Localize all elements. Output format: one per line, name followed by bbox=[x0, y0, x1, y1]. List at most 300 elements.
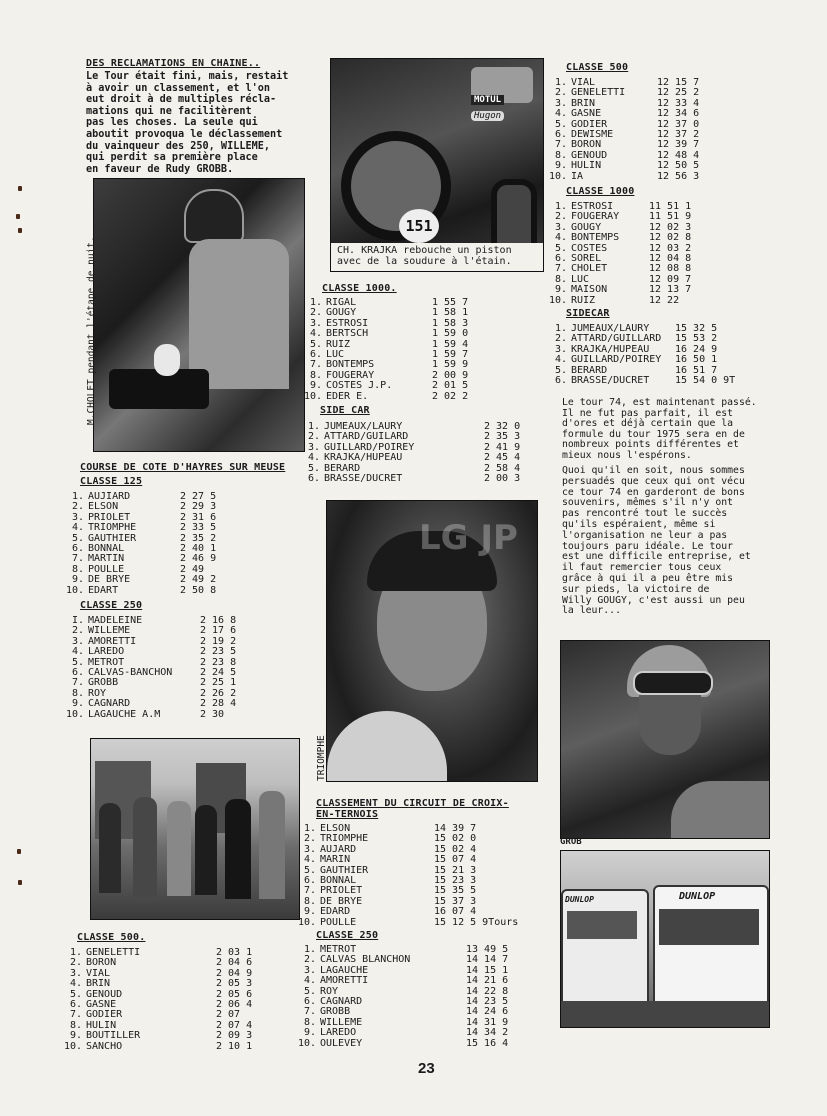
rider-name: BERARD bbox=[324, 462, 361, 474]
rider-name: BONTEMPS bbox=[571, 232, 620, 244]
road-shape bbox=[561, 1001, 769, 1027]
result-time: 2 07 4 bbox=[216, 1019, 253, 1031]
classe500-right-list bbox=[545, 78, 699, 182]
rank-number: 2. bbox=[309, 307, 322, 319]
rank-number: 8. bbox=[69, 1019, 82, 1031]
rank-number: 5. bbox=[71, 532, 84, 544]
result-time: 2 40 1 bbox=[180, 543, 217, 555]
rider-name: DE BRYE bbox=[88, 574, 131, 586]
result-time: 14 23 5 bbox=[466, 996, 509, 1008]
rank-number: 10. bbox=[303, 390, 322, 402]
rider-name: CALVAS BLANCHON bbox=[320, 954, 411, 966]
result-time: 13 49 5 bbox=[466, 944, 509, 955]
punch-mark bbox=[18, 880, 22, 885]
rank-number: 6. bbox=[554, 375, 567, 387]
rank-number: 4. bbox=[554, 354, 567, 366]
text-line: pas rencontré tout le succès bbox=[562, 508, 728, 520]
result-time: 15 02 4 bbox=[434, 843, 477, 855]
rank-number: 7. bbox=[303, 1006, 316, 1018]
rank-number: 4. bbox=[69, 978, 82, 990]
rider-name: BORON bbox=[86, 957, 117, 969]
closing-paragraph-2 bbox=[562, 466, 790, 617]
classe1000-mid-title: CLASSE 1000. bbox=[322, 283, 397, 294]
watermark-logo: LG JP bbox=[419, 518, 518, 558]
text-line: qui perdit sa première place bbox=[86, 152, 258, 164]
result-time: 2 09 3 bbox=[216, 1030, 253, 1042]
person-shape bbox=[167, 801, 191, 896]
rank-number: 2. bbox=[69, 957, 82, 969]
result-time: 2 49 bbox=[180, 563, 205, 575]
windshield-shape bbox=[659, 909, 759, 945]
rider-name: GAUTHIER bbox=[88, 532, 137, 544]
rider-name: GENOUD bbox=[86, 988, 123, 1000]
text-line: Le Tour était fini, mais, restait bbox=[86, 71, 289, 82]
rank-number: 1. bbox=[69, 947, 82, 958]
rank-number: 3. bbox=[69, 967, 82, 979]
rider-name: CAGNARD bbox=[320, 996, 363, 1008]
rider-name: JUMEAUX/LAURY bbox=[571, 323, 650, 334]
rider-name: ATTARD/GUILARD bbox=[324, 431, 409, 443]
result-time: 12 33 4 bbox=[657, 97, 700, 109]
result-time: 12 37 2 bbox=[657, 129, 700, 141]
rider-name: BONNAL bbox=[88, 543, 125, 555]
rider-name: CALVAS-BANCHON bbox=[88, 667, 173, 679]
rank-number: 6. bbox=[554, 129, 567, 141]
result-time: 15 16 4 bbox=[466, 1037, 509, 1049]
rank-number: 5. bbox=[71, 656, 84, 668]
text-line: est une difficile entreprise, et bbox=[562, 551, 751, 563]
punch-mark bbox=[17, 849, 21, 854]
result-time: 2 33 5 bbox=[180, 522, 217, 534]
rank-number: 1. bbox=[554, 77, 567, 88]
rank-number: 7. bbox=[69, 1009, 82, 1021]
photo-krajka bbox=[330, 58, 544, 272]
rank-number: 6. bbox=[303, 875, 316, 887]
text-line: ce tour 74 en garderont de bons bbox=[562, 486, 745, 498]
hayres-classe125-title: CLASSE 125 bbox=[80, 476, 143, 487]
text-line: grâce à qui il a peu être mis bbox=[562, 572, 734, 584]
text-line: d'ores et déjà certain que la bbox=[562, 418, 734, 430]
rider-name: BRASSE/DUCRET bbox=[571, 375, 650, 387]
rank-number: 6. bbox=[307, 473, 320, 485]
photo-group bbox=[90, 738, 300, 920]
text-line: qu'ils espéraient, même si bbox=[562, 518, 716, 530]
punch-mark bbox=[18, 228, 22, 233]
result-time: 15 23 3 bbox=[434, 875, 477, 887]
croix-title-line: CLASSEMENT DU CIRCUIT DE CROIX- bbox=[316, 798, 509, 809]
rider-name: AUJARD bbox=[320, 843, 357, 855]
person-shape bbox=[259, 791, 285, 899]
rank-number: 3. bbox=[554, 343, 567, 355]
triomphe-caption: TRIOMPHE bbox=[316, 735, 327, 781]
rider-name: LAGAUCHE bbox=[320, 964, 369, 976]
rider-name: BONTEMPS bbox=[326, 359, 375, 371]
result-time: 1 55 7 bbox=[432, 297, 469, 308]
rider-name: GODIER bbox=[86, 1009, 123, 1021]
rider-name: BRIN bbox=[86, 978, 111, 990]
ranking-row bbox=[294, 918, 518, 928]
ranking-row bbox=[300, 392, 468, 402]
rider-name: LAREDO bbox=[320, 1027, 357, 1039]
rank-number: 6. bbox=[69, 999, 82, 1011]
rank-number: 6. bbox=[71, 543, 84, 555]
rank-number: 4. bbox=[71, 646, 84, 658]
rider-name: MARTIN bbox=[88, 553, 125, 565]
ranking-row bbox=[294, 1039, 508, 1049]
result-time: 1 59 9 bbox=[432, 359, 469, 371]
ranking-row bbox=[62, 586, 216, 596]
rider-name: METROT bbox=[320, 944, 357, 955]
result-time: 15 37 3 bbox=[434, 895, 477, 907]
rank-number: 1. bbox=[554, 323, 567, 334]
rider-name: GUILLARD/POIREY bbox=[571, 354, 662, 366]
rank-number: 6. bbox=[554, 253, 567, 265]
result-time: 1 58 1 bbox=[432, 307, 469, 319]
text-line: pas les choses. La seule qui bbox=[86, 117, 258, 129]
punch-mark bbox=[16, 214, 20, 219]
result-time: 15 54 0 9T bbox=[675, 375, 736, 387]
rider-name: RUIZ bbox=[571, 294, 596, 306]
rider-name: VIAL bbox=[86, 967, 111, 979]
result-time: 2 00 9 bbox=[432, 369, 469, 381]
result-time: 2 26 2 bbox=[200, 687, 237, 699]
rider-name: POULLE bbox=[88, 563, 125, 575]
helmet-shape bbox=[184, 189, 244, 243]
result-time: 12 09 7 bbox=[649, 273, 692, 285]
photo-triomphe bbox=[326, 500, 538, 782]
rank-number: 8. bbox=[309, 369, 322, 381]
result-time: 14 39 7 bbox=[434, 823, 477, 834]
rider-name: BRIN bbox=[571, 97, 596, 109]
sidecar-right-title: SIDECAR bbox=[566, 308, 610, 319]
rider-name: ROY bbox=[320, 985, 339, 997]
rider-name: GASNE bbox=[571, 108, 602, 120]
result-time: 1 59 0 bbox=[432, 328, 469, 340]
sidecar-right-list bbox=[545, 324, 735, 386]
hayres-classe250-title: CLASSE 250 bbox=[80, 600, 143, 611]
ranking-row bbox=[545, 296, 691, 306]
result-time: 12 25 2 bbox=[657, 87, 700, 99]
result-time: 15 53 2 bbox=[675, 333, 718, 345]
reclamations-text bbox=[86, 71, 301, 175]
result-time: 12 22 bbox=[649, 294, 680, 306]
text-line: Quoi qu'il en soit, nous sommes bbox=[562, 465, 745, 476]
classe500-left-list bbox=[60, 948, 252, 1052]
race-number: 151 bbox=[399, 209, 439, 243]
sidecar-mid-list bbox=[298, 422, 520, 484]
rider-name: POULLE bbox=[320, 916, 357, 928]
rank-number: 6. bbox=[309, 349, 322, 361]
rider-name: GOUGY bbox=[571, 221, 602, 233]
ranking-row bbox=[545, 172, 699, 182]
result-time: 2 45 4 bbox=[484, 452, 521, 464]
van-label: DUNLOP bbox=[565, 895, 594, 904]
result-time: 14 34 2 bbox=[466, 1027, 509, 1039]
rider-name: GROBB bbox=[320, 1006, 351, 1018]
croix-classe250-list bbox=[294, 945, 508, 1049]
rider-name: ELSON bbox=[88, 501, 119, 513]
windscreen-shape bbox=[671, 781, 769, 838]
text-line: formule du tour 1975 sera en de bbox=[562, 428, 745, 440]
rank-number: 2. bbox=[554, 333, 567, 345]
rank-number: 7. bbox=[71, 553, 84, 565]
result-time: 12 02 3 bbox=[649, 221, 692, 233]
result-time: 2 02 2 bbox=[432, 390, 469, 402]
result-time: 1 59 7 bbox=[432, 349, 469, 361]
text-line: souvenirs, mêmes s'il n'y ont bbox=[562, 497, 734, 509]
result-time: 2 06 4 bbox=[216, 999, 253, 1011]
rank-number: 1. bbox=[71, 491, 84, 502]
rider-name: BRASSE/DUCRET bbox=[324, 473, 403, 485]
rank-number: 2. bbox=[554, 87, 567, 99]
result-time: 2 24 5 bbox=[200, 667, 237, 679]
rider-name: LAREDO bbox=[88, 646, 125, 658]
goggles-shape bbox=[633, 671, 713, 695]
krajka-caption: CH. KRAJKA rebouche un piston avec de la soudure à l'étain. bbox=[331, 243, 543, 271]
result-time: 2 46 9 bbox=[180, 553, 217, 565]
rider-name: KRAJKA/HUPEAU bbox=[324, 452, 403, 464]
result-time: 2 28 4 bbox=[200, 698, 237, 710]
hugon-badge: Hugon bbox=[471, 111, 504, 121]
result-time: 2 58 4 bbox=[484, 462, 521, 474]
text-line: toujours paru idéale. Le tour bbox=[562, 540, 734, 552]
engine-shape bbox=[109, 369, 209, 409]
rank-number: 8. bbox=[71, 687, 84, 699]
rider-name: TRIOMPHE bbox=[88, 522, 137, 534]
rider-name: AMORETTI bbox=[320, 975, 369, 987]
text-line: la leur... bbox=[562, 605, 621, 617]
result-time: 2 04 6 bbox=[216, 957, 253, 969]
rank-number: 2. bbox=[554, 211, 567, 223]
rider-name: IA bbox=[571, 170, 584, 182]
result-time: 2 05 6 bbox=[216, 988, 253, 1000]
result-time: 14 21 6 bbox=[466, 975, 509, 987]
rider-name: MARIN bbox=[320, 854, 351, 866]
result-time: 12 03 2 bbox=[649, 242, 692, 254]
rank-number: 1. bbox=[303, 944, 316, 955]
rank-number: 9. bbox=[303, 906, 316, 918]
rank-number: 2. bbox=[307, 431, 320, 443]
rank-number: 4. bbox=[303, 975, 316, 987]
rank-number: 5. bbox=[554, 118, 567, 130]
result-time: 16 50 1 bbox=[675, 354, 718, 366]
rank-number: 10. bbox=[548, 170, 567, 182]
rider-name: ELSON bbox=[320, 823, 351, 834]
result-time: 2 32 0 bbox=[484, 421, 521, 432]
result-time: 2 05 3 bbox=[216, 978, 253, 990]
croix-title-line: EN-TERNOIS bbox=[316, 809, 379, 820]
rank-number: 1. bbox=[303, 823, 316, 834]
rider-name: SOREL bbox=[571, 253, 602, 265]
rider-name: RUIZ bbox=[326, 338, 351, 350]
rank-number: 6. bbox=[71, 667, 84, 679]
text-line: Willy GOUGY, c'est aussi un peu bbox=[562, 594, 745, 606]
rank-number: 1. bbox=[309, 297, 322, 308]
result-time: 14 15 1 bbox=[466, 964, 509, 976]
result-time: 2 16 8 bbox=[200, 615, 237, 626]
rider-name: GENELETTI bbox=[571, 87, 626, 99]
text-line: du vainqueur des 250, WILLEME, bbox=[86, 140, 271, 152]
text-line: à avoir un classement, et l'on bbox=[86, 82, 271, 94]
rider-name: WILLEME bbox=[320, 1016, 363, 1028]
text-line: nombreux points différentes et bbox=[562, 439, 739, 451]
result-time: 1 59 4 bbox=[432, 338, 469, 350]
classe500-right-title: CLASSE 500 bbox=[566, 62, 629, 73]
rank-number: 3. bbox=[554, 97, 567, 109]
lamp-shape bbox=[154, 344, 180, 376]
ranking-row bbox=[298, 474, 520, 484]
rider-name: RIGAL bbox=[326, 297, 357, 308]
result-time: 12 48 4 bbox=[657, 149, 700, 161]
result-time: 15 21 3 bbox=[434, 864, 477, 876]
rider-name: MADELEINE bbox=[88, 615, 143, 626]
punch-mark bbox=[18, 186, 22, 191]
result-time: 2 41 9 bbox=[484, 441, 521, 453]
rider-name: OULEVEY bbox=[320, 1037, 363, 1049]
result-time: 2 23 5 bbox=[200, 646, 237, 658]
classe500-left-title: CLASSE 500. bbox=[77, 932, 146, 943]
person-shape bbox=[99, 803, 121, 893]
ranking-row bbox=[62, 710, 236, 720]
rank-number: 5. bbox=[554, 364, 567, 376]
rank-number: 2. bbox=[303, 954, 316, 966]
rider-name: COSTES bbox=[571, 242, 608, 254]
face-shape bbox=[639, 695, 701, 755]
rider-name: ESTROSI bbox=[571, 201, 614, 212]
result-time: 12 04 8 bbox=[649, 253, 692, 265]
text-line: mations qui ne facilitèrent bbox=[86, 105, 252, 117]
rank-number: I. bbox=[71, 615, 84, 626]
rider-name: VIAL bbox=[571, 77, 596, 88]
result-time: 12 15 7 bbox=[657, 77, 700, 88]
rank-number: 4. bbox=[554, 232, 567, 244]
van-label: DUNLOP bbox=[679, 891, 716, 902]
result-time: 2 35 2 bbox=[180, 532, 217, 544]
rider-name: COSTES J.P. bbox=[326, 380, 393, 392]
rank-number: 3. bbox=[71, 511, 84, 523]
rank-number: 7. bbox=[71, 677, 84, 689]
rank-number: 7. bbox=[554, 139, 567, 151]
rider-name: LUC bbox=[571, 273, 590, 285]
result-time: 12 37 0 bbox=[657, 118, 700, 130]
rider-name: ATTARD/GUILLARD bbox=[571, 333, 662, 345]
classe1000-right-list bbox=[545, 202, 691, 306]
result-time: 2 17 6 bbox=[200, 625, 237, 637]
result-time: 12 08 8 bbox=[649, 263, 692, 275]
rank-number: 4. bbox=[71, 522, 84, 534]
result-time: 16 51 7 bbox=[675, 364, 718, 376]
rider-name: KRAJKA/HUPEAU bbox=[571, 343, 650, 355]
rider-name: MAISON bbox=[571, 284, 608, 296]
rank-number: 8. bbox=[303, 895, 316, 907]
result-time: 2 49 2 bbox=[180, 574, 217, 586]
rider-name: ESTROSI bbox=[326, 317, 369, 329]
result-time: 2 25 1 bbox=[200, 677, 237, 689]
result-time: 12 34 6 bbox=[657, 108, 700, 120]
cholet-caption: M.CHOLET pendant l'étape de nuit. bbox=[86, 236, 97, 425]
closing-paragraph-1 bbox=[562, 398, 790, 462]
result-time: 15 12 5 9Tours bbox=[434, 916, 519, 928]
rank-number: 7. bbox=[554, 263, 567, 275]
rider-name: HULIN bbox=[571, 160, 602, 172]
rider-name: PRIOLET bbox=[88, 511, 131, 523]
rank-number: 8. bbox=[303, 1016, 316, 1028]
reclamations-title: DES RECLAMATIONS EN CHAINE.. bbox=[86, 58, 261, 69]
rider-name: GAUTHIER bbox=[320, 864, 369, 876]
motul-badge: MOTUL bbox=[471, 95, 504, 105]
rank-number: 2. bbox=[71, 501, 84, 513]
hayres-classe125-list bbox=[62, 492, 216, 596]
rider-name: WILLEME bbox=[88, 625, 131, 637]
rank-number: 10. bbox=[63, 1040, 82, 1052]
rider-name: BOUTILLER bbox=[86, 1030, 141, 1042]
text-line: persuadés que ceux qui ont vécu bbox=[562, 475, 745, 487]
rider-name: BORON bbox=[571, 139, 602, 151]
rider-name: EDARD bbox=[320, 906, 351, 918]
rider-name: GROBB bbox=[88, 677, 119, 689]
ranking-row bbox=[545, 376, 735, 386]
rider-name: BONNAL bbox=[320, 875, 357, 887]
text-line: Le tour 74, est maintenant passé. bbox=[562, 397, 757, 408]
helmet-shape bbox=[327, 711, 447, 781]
rank-number: 2. bbox=[303, 833, 316, 845]
hayres-classe250-list bbox=[62, 616, 236, 720]
rank-number: 3. bbox=[303, 843, 316, 855]
rank-number: 1. bbox=[307, 421, 320, 432]
croix-classe250-title: CLASSE 250 bbox=[316, 930, 379, 941]
photo-grob bbox=[560, 640, 770, 839]
result-time: 1 58 3 bbox=[432, 317, 469, 329]
rank-number: 10. bbox=[297, 916, 316, 928]
rank-number: 3. bbox=[303, 964, 316, 976]
rider-name: METROT bbox=[88, 656, 125, 668]
person-shape bbox=[133, 797, 157, 897]
result-time: 2 30 bbox=[200, 708, 225, 720]
rank-number: 9. bbox=[554, 160, 567, 172]
rank-number: 10. bbox=[65, 708, 84, 720]
result-time: 2 23 8 bbox=[200, 656, 237, 668]
jacket-shape bbox=[189, 239, 289, 389]
rider-name: BERTSCH bbox=[326, 328, 369, 340]
rider-name: GUILLARD/POIREY bbox=[324, 441, 415, 453]
rank-number: 10. bbox=[548, 294, 567, 306]
windshield-shape bbox=[567, 911, 637, 939]
result-time: 2 50 8 bbox=[180, 584, 217, 596]
rider-name: FOUGERAY bbox=[326, 369, 375, 381]
result-time: 12 56 3 bbox=[657, 170, 700, 182]
rank-number: 3. bbox=[309, 317, 322, 329]
rider-name: TRIOMPHE bbox=[320, 833, 369, 845]
text-line: sur pieds, la victoire de bbox=[562, 583, 710, 595]
rank-number: 3. bbox=[307, 441, 320, 453]
rank-number: 2. bbox=[71, 625, 84, 637]
result-time: 2 27 5 bbox=[180, 491, 217, 502]
classe1000-right-title: CLASSE 1000 bbox=[566, 186, 635, 197]
rank-number: 1. bbox=[554, 201, 567, 212]
rank-number: 8. bbox=[71, 563, 84, 575]
result-time: 14 31 9 bbox=[466, 1016, 509, 1028]
result-time: 15 35 5 bbox=[434, 885, 477, 897]
rider-name: AMORETTI bbox=[88, 635, 137, 647]
rider-name: CHOLET bbox=[571, 263, 608, 275]
rider-name: FOUGERAY bbox=[571, 211, 620, 223]
rider-name: LAGAUCHE A.M bbox=[88, 708, 161, 720]
text-line: eut droit à de multiples récla- bbox=[86, 94, 277, 106]
result-time: 12 39 7 bbox=[657, 139, 700, 151]
rider-name: DEWISME bbox=[571, 129, 614, 141]
rank-number: 9. bbox=[303, 1027, 316, 1039]
rider-name: EDART bbox=[88, 584, 119, 596]
